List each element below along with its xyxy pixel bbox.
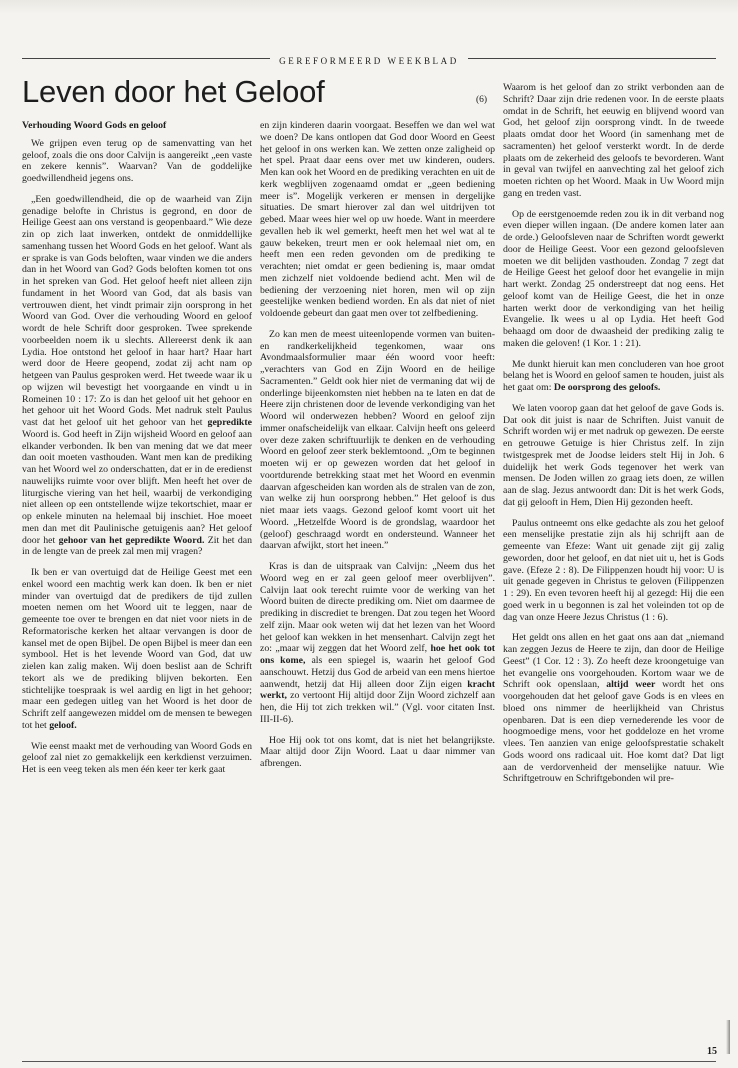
section-subheading: Verhouding Woord Gods en geloof (22, 120, 167, 131)
paragraph: „Een goedwillendheid, die op de waarheid van Zijn genadige belofte in Christus is gegrond, en door de Heilige Geest aan ons verstand is geopenbaard.” Wie deze zin op zich laat inwerken, ontdekt de onmiddellijke samenhang tussen het Woord Gods en het geloof. Want als er sprake is van Gods beloften, waar vinden we die anders dan in het Woord van God? Gods beloften komen tot ons in het spreken van God. Het geloof heeft niet alleen zijn fundament in het Woord van God, dat als basis van vertrouwen dient, het vindt primair zijn oorsprong in het Woord van God. Over die verhouding Woord en geloof wordt de hele Schrift door gesproken. Twee sprekende voorbeelden noem ik u slechts. Allereerst denk ik aan Lydia. Hoe ontstond het geloof in haar hart? Haar hart werd door de Heere geopend, zodat zij acht nam op hetgeen van Paulus gesproken werd. Het tweede waar ik u op wijzen wil bevestigt het voorgaande en vindt u in Romeinen 10 : 17: Zo is dan het geloof uit het gehoor en het gehoor uit het Woord Gods. Met nadruk stelt Paulus vast dat het geloof uit het gehoor van het gepredikte Woord is. God heeft in Zijn wijsheid Woord en geloof aan elkander verbonden. Ik ben van mening dat we dat meer dan ooit moeten vasthouden. Want men kan de prediking van het Woord wel zo onderschatten, dat er in de eredienst nauwelijks ruimte voor over blijft. Men heeft het over de liturgische viering van het heil, waarbij de verkondiging niet alleen op een ontstellende wijze tekortschiet, maar er op enkele minuten na helemaal bij inschiet. Hoe moeet men dan met dit Paulinische getuigenis aan? Het geloof door het gehoor van het gepredikte Woord. Zit het dan in de lengte van de preek zal men mij vragen? (22, 193, 252, 558)
page-number: 15 (707, 1046, 717, 1057)
paragraph: Zo kan men de meest uiteenlopende vormen van buiten- en randkerkelijkheid tegenkomen, waar ons Avondmaalsformulier maar één woord voor heeft: „verachters van God en Zijn Woord en de heilige Sacramenten.” Geldt ook hier niet de vermaning dat wij de onderlinge bijeenkomsten niet hebben na te laten en dat de Heere zijn christenen door de levende verkondiging van het Woord wil onderwezen hebben? Woord en geloof zijn immer onafscheidelijk van elkaar. Calvijn heeft ons geleerd over deze zaken schriftuurlijk te denken en de verhouding Woord en geloof zeer sterk beklemtoond. „Om te beginnen moeten wij er op gewezen worden dat het geloof in voortdurende betrekking staat met het Woord en evenmin daarvan afgescheiden kan worden als de stralen van de zon, van welke zij hun oorsprong hebben.” Het geloof is dus niet maar iets vaags. Gezond geloof komt voort uit het Woord. „Hetzelfde Woord is de grondslag, waardoor het (geloof) geschraagd wordt en ondersteund. Wanneer het daarvan afwijkt, stort het ineen.” (260, 328, 495, 552)
journal-name (0, 56, 738, 66)
paragraph: Waarom is het geloof dan zo strikt verbonden aan de Schrift? Daar zijn drie redenen voor. In de eerste plaats omdat in de Schrift, het eeuwig en blijvend woord van God, het geloof zijn oorsprong vindt. In de tweede plaats omdat door het Woord (in samenhang met de sacramenten) het geloof versterkt wordt. In de derde plaats om de zekerheid des geloofs te bevorderen. Want in geval van twijfel en aanvechting zal het geloof zich moeten richten op het Woord. Maak in Uw Woord mijn gang en treden vast. (503, 82, 724, 199)
paragraph: Hoe Hij ook tot ons komt, dat is niet het belangrijkste. Maar altijd door Zijn Woord. Laat u daar nimmer van afbrengen. (260, 734, 495, 769)
paragraph: en zijn kinderen daarin voorgaat. Beseffen we dan wel wat we doen? De kans ontlopen dat God door Woord en Geest het geloof in ons werken kan. We zetten onze zaligheid op het spel. Praat daar eens over met uw kinderen, ouders. Men kan ook het Woord en de prediking verachten en uit de kerk wegblijven zogenaamd omdat er „geen bediening meer is”. Mogelijk verkeren er mensen in dergelijke situaties. De smart hierover zal dan wel uitdrijven tot gebed. Maar wees hier wel op uw hoede. Want in meerdere gevallen heb ik wel gemerkt, heeft men het wel wat al te gauw bekeken, treurt men er ook helemaal niet om, en heeft men een reden gevonden om de prediking te verachten; niet omdat er geen bediening is, maar omdat men zichzelf niet voldoende bediend acht. Men wil de bediening der verzoening niet horen, men wil op zijn geestelijke wenken bediend worden. En als dat niet of niet voldoende gebeurt dan gaat men over tot zelfbediening. (260, 120, 495, 319)
page-corner-shadow (726, 1020, 730, 1054)
footer-rule (22, 1061, 716, 1062)
article-title: Leven door het Geloof (22, 74, 325, 109)
paragraph: Wie eenst maakt met de verhouding van Woord Gods en geloof zal niet zo gemakkelijk een kerkdienst verzuimen. Het is een veeg teken als men één keer ter kerk gaat (22, 740, 252, 775)
journal-name-text: GEREFORMEERD WEEKBLAD (270, 56, 468, 66)
paragraph: We grijpen even terug op de samenvatting van het geloof, zoals die ons door Calvijn is aangereikt „een vaste en zekere kennis”. Waarvan? Van de goddelijke goedwillendheid jegens ons. (22, 137, 252, 184)
column-2 (260, 120, 495, 1015)
paragraph: Paulus ontneemt ons elke gedachte als zou het geloof een menselijke prestatie zijn als hij schrijft aan de gemeente van Efeze: Want uit genade zijt gij zalig geworden, door het geloof, en dat niet uit u, het is Gods gave. (Efeze 2 : 8). De Filippenzen houdt hij voor: U is uit genade gegeven in Christus te geloven (Filippenzen 1 : 29). En even tevoren heeft hij al gezegd: Hij die een goed werk in u begonnen is zal het voleinden tot op de dag van onze Heere Jezus Christus (1 : 6). (503, 517, 724, 623)
paragraph: Op de eerstgenoemde reden zou ik in dit verband nog even dieper willen ingaan. (De andere komen later aan de orde.) Geloofsleven naar de Schriften wordt gewerkt door de Heilige Geest. Voor een gezond geloofsleven moeten we dit belijden vasthouden. Zondag 7 zegt dat de Heilige Geest het geloof door het evangelie in mijn hart werkt. Zondag 25 onderstreept dat nog eens. Het geloof komt van de Heilige Geest, die het in onze harten werkt door de verkondiging van het heilig Evangelie. Ik wees u al op Lydia. Het heeft God behaagd om door de dwaasheid der prediking zalig te maken die geloven! (1 Kor. 1 : 21). (503, 208, 724, 349)
page-top-edge (0, 0, 738, 14)
paragraph: Me dunkt hieruit kan men concluderen van hoe groot belang het is Woord en geloof samen te houden, juist als het gaat om: De oorsprong des geloofs. (503, 358, 724, 393)
paragraph: We laten voorop gaan dat het geloof de gave Gods is. Dat ook dit juist is naar de Schriften. Juist vanuit de Schrift worden wij er met nadruk op gewezen. De eerste en getrouwe Getuige is hier Christus zelf. In zijn twistgesprek met de Joodse leiders stelt Hij in Joh. 6 duidelijk het werk Gods tegenover het werk van mensen. De Joden willen zo graag iets doen, ze willen aan de slag. Jezus antwoordt dan: Dit is het werk Gods, dat gij gelooft in Hem, Dien Hij gezonden heeft. (503, 402, 724, 508)
article-part-number: (6) (476, 95, 488, 105)
column-3 (503, 82, 724, 1015)
column-1 (22, 120, 252, 1015)
paragraph: Kras is dan de uitspraak van Calvijn: „Neem dus het Woord weg en er zal geen geloof meer overblijven”. Calvijn laat ook terecht ruimte voor de werking van het Woord buiten de directe prediking om. Niet om daarmee de prediking in discrediet te brengen. Dat zou tegen het Woord zelf zijn. Maar ook weten wij dat het lezen van het Woord het geloof kan wekken in het mensenhart. Calvijn zegt het zo: „maar wij zeggen dat het Woord zelf, hoe het ook tot ons kome, als een spiegel is, waarin het geloof God aanschouwt. Hetzij dus God de arbeid van een mens hiertoe aanwendt, hetzij dat Hij alleen door Zijn eigen kracht werkt, zo vertoont Hij altijd door Zijn Woord zichzelf aan hen, die Hij tot zich trekken wil.” (Vgl. voor citaten Inst. III-II-6). (260, 561, 495, 725)
paragraph: Het geldt ons allen en het gaat ons aan dat „niemand kan zeggen Jezus de Heere te zijn, dan door de Heilige Geest” (1 Cor. 12 : 3). Zo heeft deze kroongetuige van het evangelie ons voorgehouden. Kortom waar we de Schrift ook openslaan, altijd weer wordt het ons voorgehouden dat het geloof gave Gods is en vlees en bloed ons nimmer de heerlijkheid van Christus openbaren. Dat is een diep vernederende les voor de hoogmoedige mens, voor het goddeloze en het vrome vlees. Ten aanzien van enige geloofsprestatie schakelt Gods woord ons radicaal uit. Hoe komt dat? Dat ligt aan de verdorvenheid der menselijke natuur. Wie Schriftgetrouw en Schriftgebonden wil pre- (503, 632, 724, 785)
paragraph: Ik ben er van overtuigd dat de Heilige Geest met een enkel woord een machtig werk kan doen. Ik ben er niet minder van overtuigd dat de predikers de tijd zullen moeten nemen om het Woord uit te leggen, naar de gemeente toe over te brengen en dat niet voor niets in de Reformatorische kerken het altaar vervangen is door de kansel met de open Bijbel. De open Bijbel is meer dan een symbool. Het is het levende Woord van God, dat uw zielen kan zalig maken. Wij doen beslist aan de Schrift tekort als we de prediking blijven bekorten. Een stichtelijke toespraak is wel aardig en ligt in het gehoor; maar een gedegen uitleg van het Woord is het door de Schrift zelf aangewezen middel om de mensen te bewegen tot het geloof. (22, 567, 252, 731)
